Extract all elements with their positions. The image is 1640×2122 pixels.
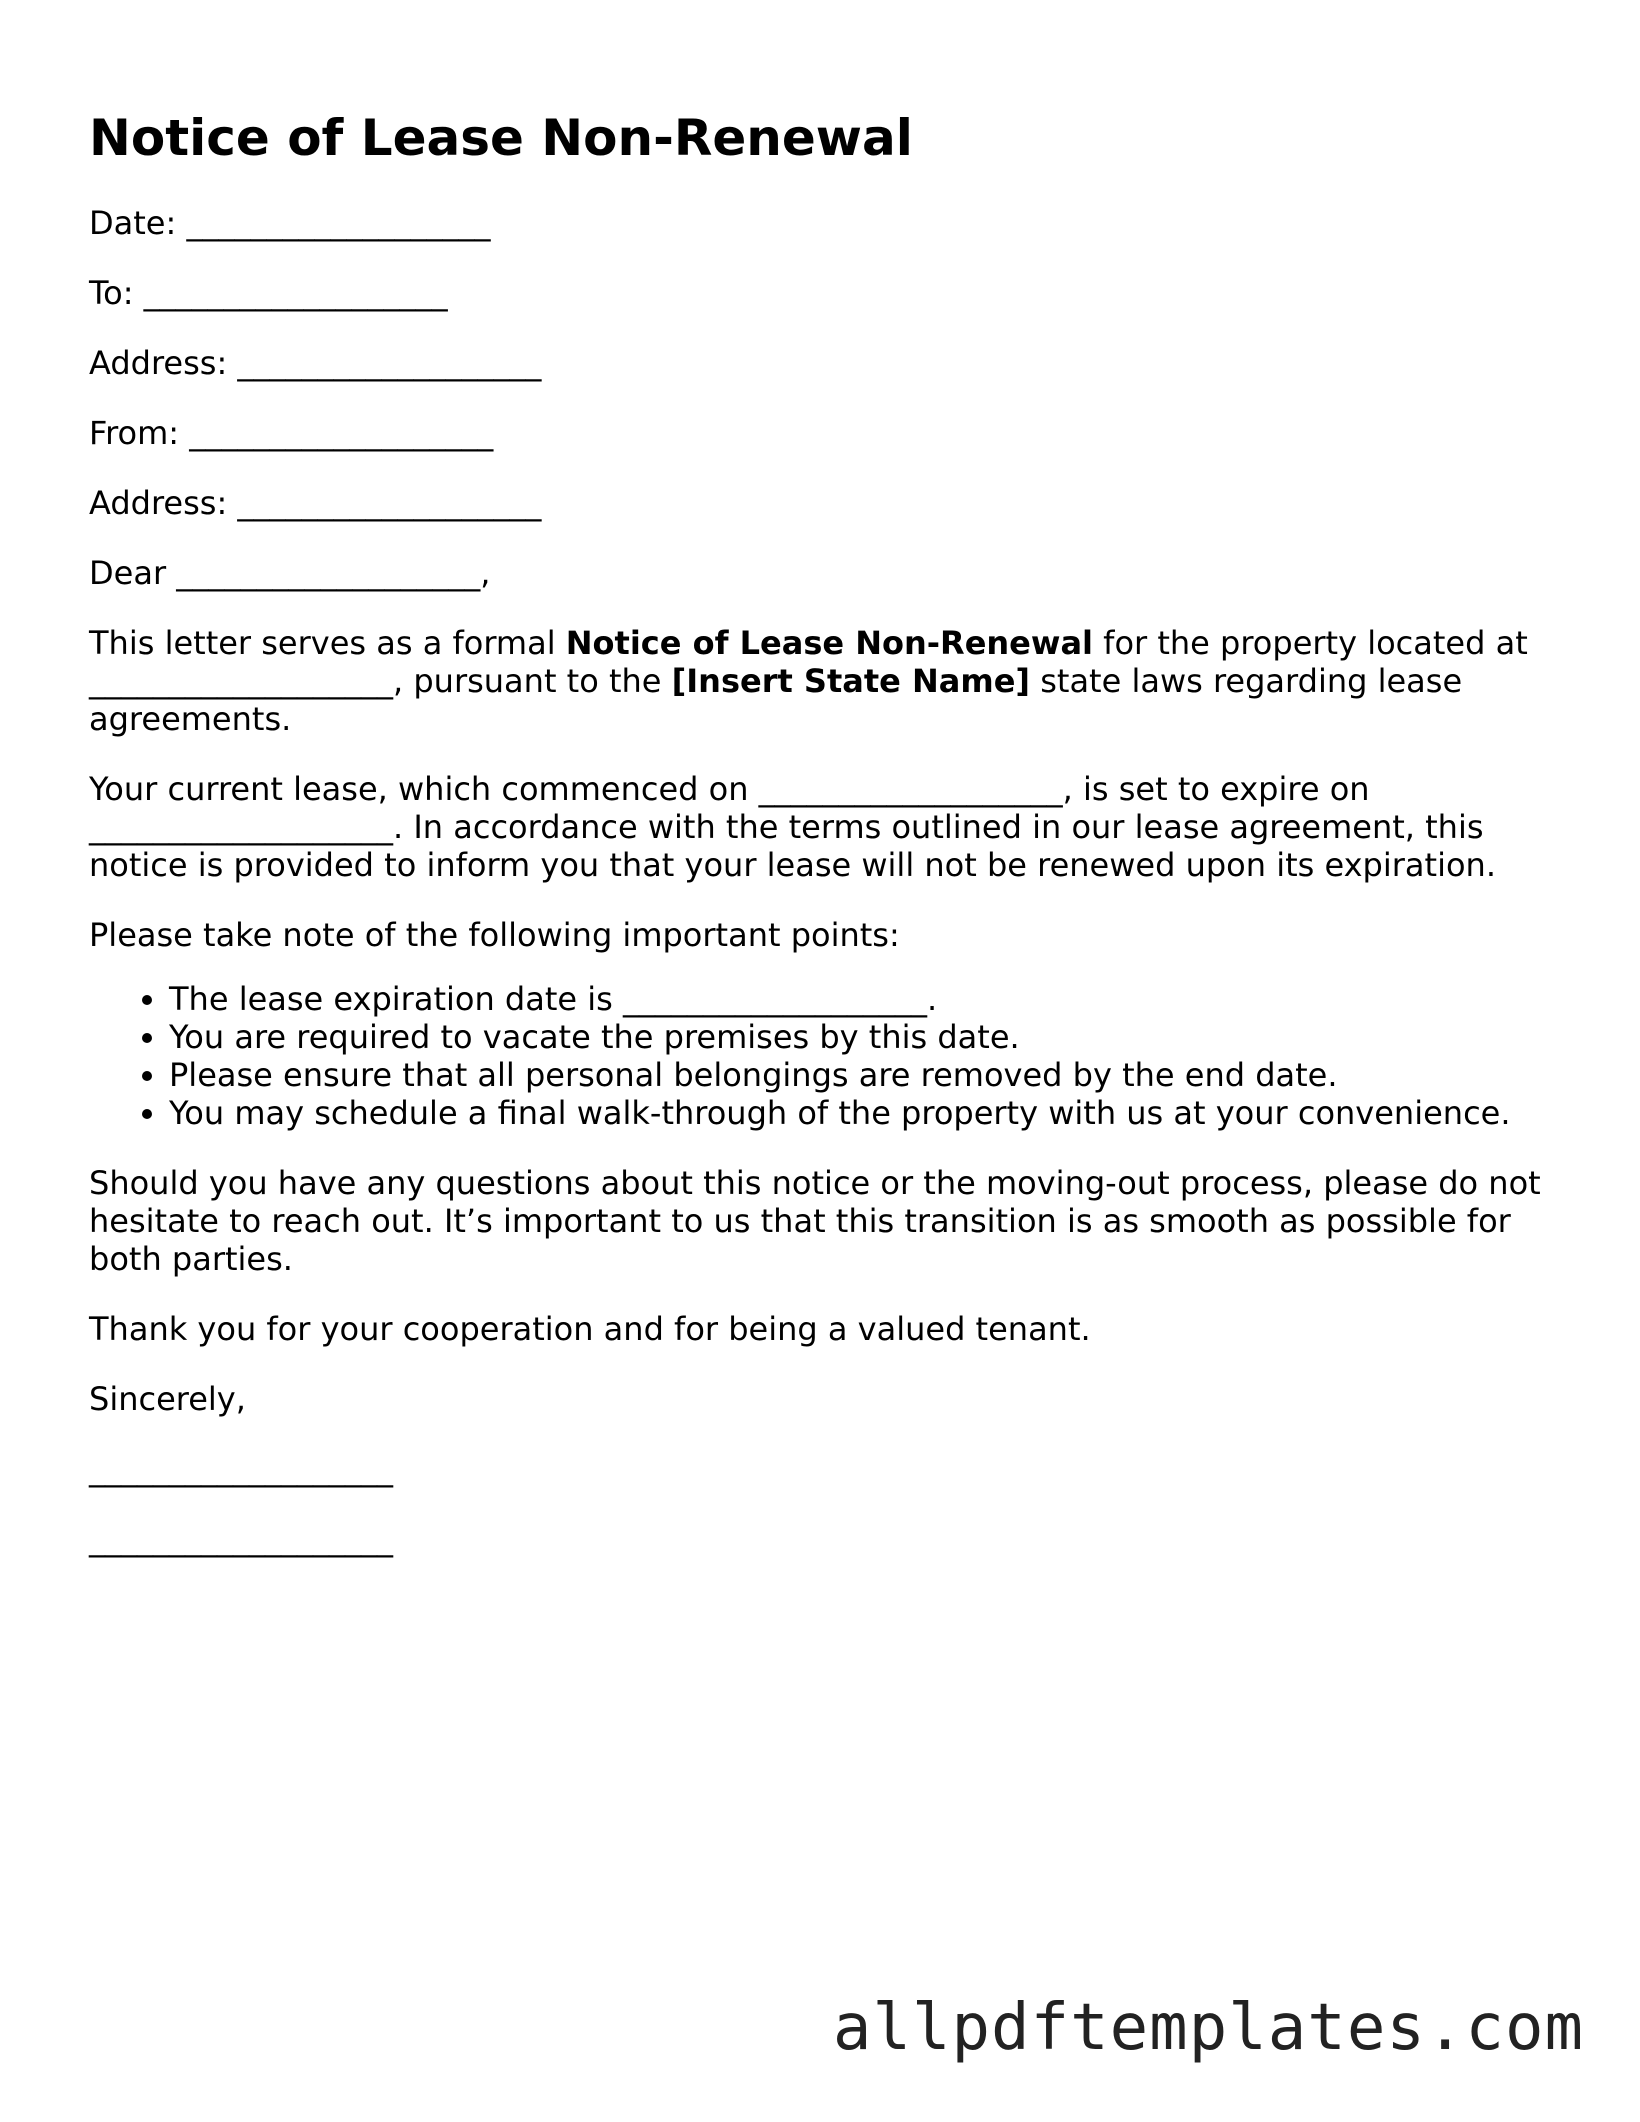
closing: Sincerely,	[89, 1380, 246, 1418]
from-field: From: ___________________	[89, 414, 494, 452]
sender-address-field: Address: ___________________	[89, 484, 542, 522]
signature-line: ___________________	[89, 1450, 393, 1488]
name-line: ___________________	[89, 1520, 393, 1558]
site-watermark: allpdftemplates.com	[832, 1991, 1584, 2065]
lease-term-paragraph: Your current lease, which commenced on ___________________, is set to expire on ___________________. In accordance with the terms outlined in our lease agreement, this notice is provided to inform you that your lease will not be renewed upon its expiration.	[89, 770, 1496, 884]
intro-text-2: for the property located at ___________________, pursuant to the	[89, 624, 1528, 700]
important-points-list	[89, 980, 1569, 1132]
salutation: Dear ___________________,	[89, 554, 491, 592]
intro-bold-state: [Insert State Name]	[671, 662, 1031, 700]
intro-text-1: This letter serves as a formal	[89, 624, 566, 662]
recipient-address-field: Address: ___________________	[89, 344, 542, 382]
document-page	[89, 108, 1569, 1590]
questions-paragraph: Should you have any questions about this notice or the moving-out process, please do not hesitate to reach out. It’s important to us that this transition is as smooth as possible for both parties.	[89, 1164, 1541, 1278]
intro-text-3: state laws regarding lease agreements.	[89, 662, 1463, 738]
intro-bold-notice: Notice of Lease Non-Renewal	[565, 624, 1093, 662]
document-title: Notice of Lease Non-Renewal	[89, 109, 913, 167]
intro-paragraph	[89, 624, 1569, 738]
thank-you-paragraph: Thank you for your cooperation and for being a valued tenant.	[89, 1310, 1091, 1348]
points-intro-paragraph: Please take note of the following important points:	[89, 916, 900, 954]
to-field: To: ___________________	[89, 274, 448, 312]
list-item: • The lease expiration date is ___________________.	[169, 980, 1569, 1018]
list-item: • You are required to vacate the premises by this date.	[169, 1018, 1569, 1056]
list-item: • You may schedule a final walk-through of the property with us at your convenience.	[169, 1094, 1569, 1132]
date-field: Date: ___________________	[89, 204, 491, 242]
list-item: • Please ensure that all personal belongings are removed by the end date.	[169, 1056, 1569, 1094]
